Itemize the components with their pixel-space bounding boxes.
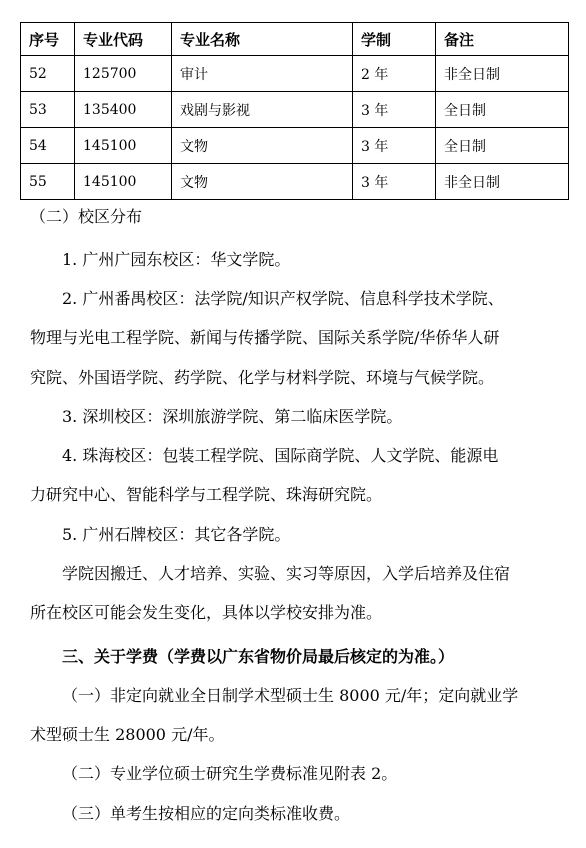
majors-table — [20, 22, 569, 200]
table-row — [21, 164, 569, 200]
campus-item-2-line: 究院、外国语学院、药学院、化学与材料学院、环境与气候学院。 — [30, 368, 495, 387]
header-cell: 备注 — [436, 23, 569, 56]
table-cell: 145100 — [75, 128, 172, 164]
header-cell: 学制 — [353, 23, 436, 56]
table-cell: 非全日制 — [436, 56, 569, 92]
table-row — [21, 56, 569, 92]
table-cell: 3 年 — [353, 92, 436, 128]
table-cell: 52 — [21, 56, 75, 92]
campus-item-2-line: 物理与光电工程学院、新闻与传播学院、国际关系学院/华侨华人研 — [30, 328, 500, 347]
table-header-row — [21, 23, 569, 56]
table-cell: 2 年 — [353, 56, 436, 92]
fees-item-2-line: （二）专业学位硕士研究生学费标准见附表 2。 — [62, 764, 398, 783]
table-row — [21, 92, 569, 128]
campus-note-line: 所在校区可能会发生变化，具体以学校安排为准。 — [30, 603, 383, 622]
table-cell: 53 — [21, 92, 75, 128]
fees-heading: 三、关于学费（学费以广东省物价局最后核定的为准。） — [62, 647, 455, 666]
table-cell: 135400 — [75, 92, 172, 128]
fees-item-1-line: （一）非定向就业全日制学术型硕士生 8000 元/年；定向就业学 — [62, 686, 519, 705]
fees-item-3-line: （三）单考生按相应的定向类标准收费。 — [62, 804, 351, 823]
campus-heading: （二）校区分布 — [30, 207, 143, 226]
header-cell: 专业代码 — [75, 23, 172, 56]
table-cell: 审计 — [172, 56, 353, 92]
campus-item-2-line: 2. 广州番禺校区：法学院/知识产权学院、信息科学技术学院、 — [62, 289, 504, 308]
fees-item-1-line: 术型硕士生 28000 元/年。 — [30, 725, 225, 744]
campus-item-3-line: 3. 深圳校区：深圳旅游学院、第二临床医学院。 — [62, 407, 403, 426]
table-cell: 125700 — [75, 56, 172, 92]
header-cell: 序号 — [21, 23, 75, 56]
campus-item-4-line: 4. 珠海校区：包装工程学院、国际商学院、人文学院、能源电 — [62, 446, 499, 465]
campus-item-1-line: 1. 广州广园东校区：华文学院。 — [62, 250, 291, 269]
table-cell: 非全日制 — [436, 164, 569, 200]
table-cell: 全日制 — [436, 128, 569, 164]
campus-item-5-line: 5. 广州石牌校区：其它各学院。 — [62, 525, 291, 544]
table-cell: 全日制 — [436, 92, 569, 128]
campus-note-line: 学院因搬迁、人才培养、实验、实习等原因，入学后培养及住宿 — [62, 564, 511, 583]
table-cell: 戏剧与影视 — [172, 92, 353, 128]
table-cell: 54 — [21, 128, 75, 164]
table-row — [21, 128, 569, 164]
table-cell: 55 — [21, 164, 75, 200]
table-cell: 文物 — [172, 164, 353, 200]
table-cell: 3 年 — [353, 164, 436, 200]
table-cell: 文物 — [172, 128, 353, 164]
campus-item-4-line: 力研究中心、智能科学与工程学院、珠海研究院。 — [30, 485, 383, 504]
header-cell: 专业名称 — [172, 23, 353, 56]
table-cell: 3 年 — [353, 128, 436, 164]
table-cell: 145100 — [75, 164, 172, 200]
